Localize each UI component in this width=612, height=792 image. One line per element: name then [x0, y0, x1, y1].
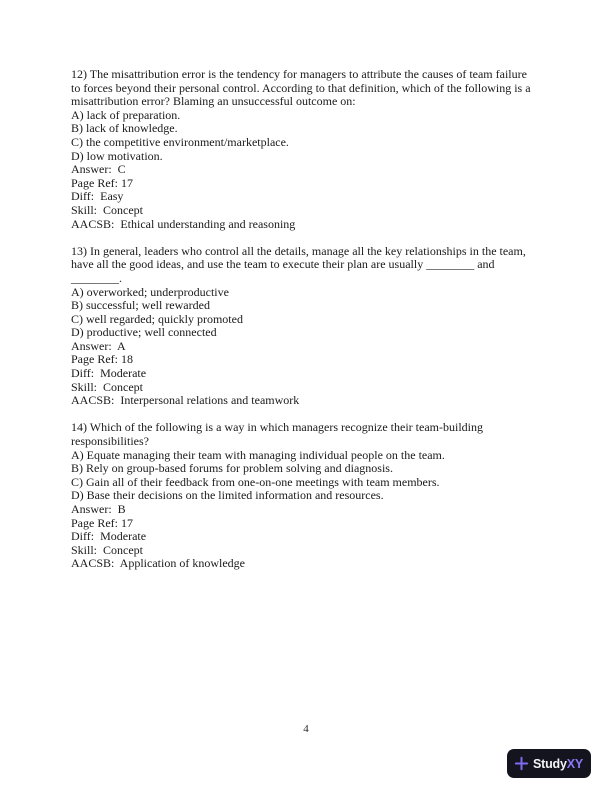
text-line: C) Gain all of their feedback from one-on-one meetings with team members.	[71, 474, 440, 489]
text-line: Diff: Moderate	[71, 529, 147, 544]
text-line: Skill: Concept	[71, 202, 143, 217]
question-meta	[71, 163, 545, 231]
page-number: 4	[303, 723, 309, 735]
logo-text-xy: XY	[566, 756, 584, 771]
text-line: B) successful; well rewarded	[71, 298, 210, 313]
text-line: B) lack of knowledge.	[71, 121, 178, 136]
text-line: B) Rely on group-based forums for problem solving and diagnosis.	[71, 461, 393, 476]
questions-area	[71, 68, 545, 585]
question-meta	[71, 503, 545, 571]
text-line: A) Equate managing their team with managing individual people on the team.	[71, 447, 445, 462]
plus-icon	[514, 756, 529, 771]
text-line: C) the competitive environment/marketplace.	[71, 134, 289, 149]
studyxy-logo	[507, 749, 591, 778]
question-12	[71, 68, 545, 231]
question-13	[71, 245, 545, 408]
text-line: Answer: B	[71, 502, 126, 516]
text-line: D) Base their decisions on the limited information and resources.	[71, 488, 384, 503]
text-line: AACSB: Interpersonal relations and teamwork	[71, 393, 300, 408]
question-stem	[71, 421, 545, 448]
question-14	[71, 421, 545, 571]
logo-wordmark	[533, 757, 583, 771]
text-line: 12) The misattribution error is the tendency for managers to attribute the causes of team failure	[71, 67, 527, 81]
text-line: Page Ref: 17	[71, 175, 133, 190]
text-line: Answer: A	[71, 338, 126, 353]
text-line: have all the good ideas, and use the team to execute their plan are usually ________ and	[71, 257, 495, 272]
text-line: A) overworked; underproductive	[71, 284, 229, 299]
question-stem	[71, 245, 545, 286]
text-line: to forces beyond their personal control. According to that definition, which of the following is a	[71, 80, 531, 95]
question-meta	[71, 340, 545, 408]
text-line: Answer: C	[71, 162, 126, 177]
question-stem	[71, 68, 545, 109]
text-line: Page Ref: 18	[71, 352, 133, 367]
text-line: AACSB: Application of knowledge	[71, 556, 245, 571]
text-line: Diff: Moderate	[71, 366, 147, 381]
text-line: C) well regarded; quickly promoted	[71, 311, 243, 326]
text-line: A) lack of preparation.	[71, 107, 181, 122]
text-line: D) low motivation.	[71, 148, 163, 163]
text-line: AACSB: Ethical understanding and reasoning	[71, 216, 296, 231]
text-line: Page Ref: 17	[71, 515, 133, 530]
text-line: 13) In general, leaders who control all the details, manage all the key relationships in the team,	[71, 243, 526, 258]
answer-options	[71, 286, 545, 340]
text-line: responsibilities?	[71, 434, 149, 449]
logo-text-study: Study	[533, 756, 567, 771]
text-line: D) productive; well connected	[71, 325, 217, 340]
text-line: Diff: Easy	[71, 189, 124, 204]
answer-options	[71, 109, 545, 163]
text-line: misattribution error? Blaming an unsuccessful outcome on:	[71, 94, 356, 109]
text-line: ________.	[71, 270, 122, 285]
text-line: Skill: Concept	[71, 542, 143, 557]
text-line: Skill: Concept	[71, 379, 143, 394]
text-line: 14) Which of the following is a way in which managers recognize their team-building	[71, 420, 483, 435]
answer-options	[71, 449, 545, 503]
